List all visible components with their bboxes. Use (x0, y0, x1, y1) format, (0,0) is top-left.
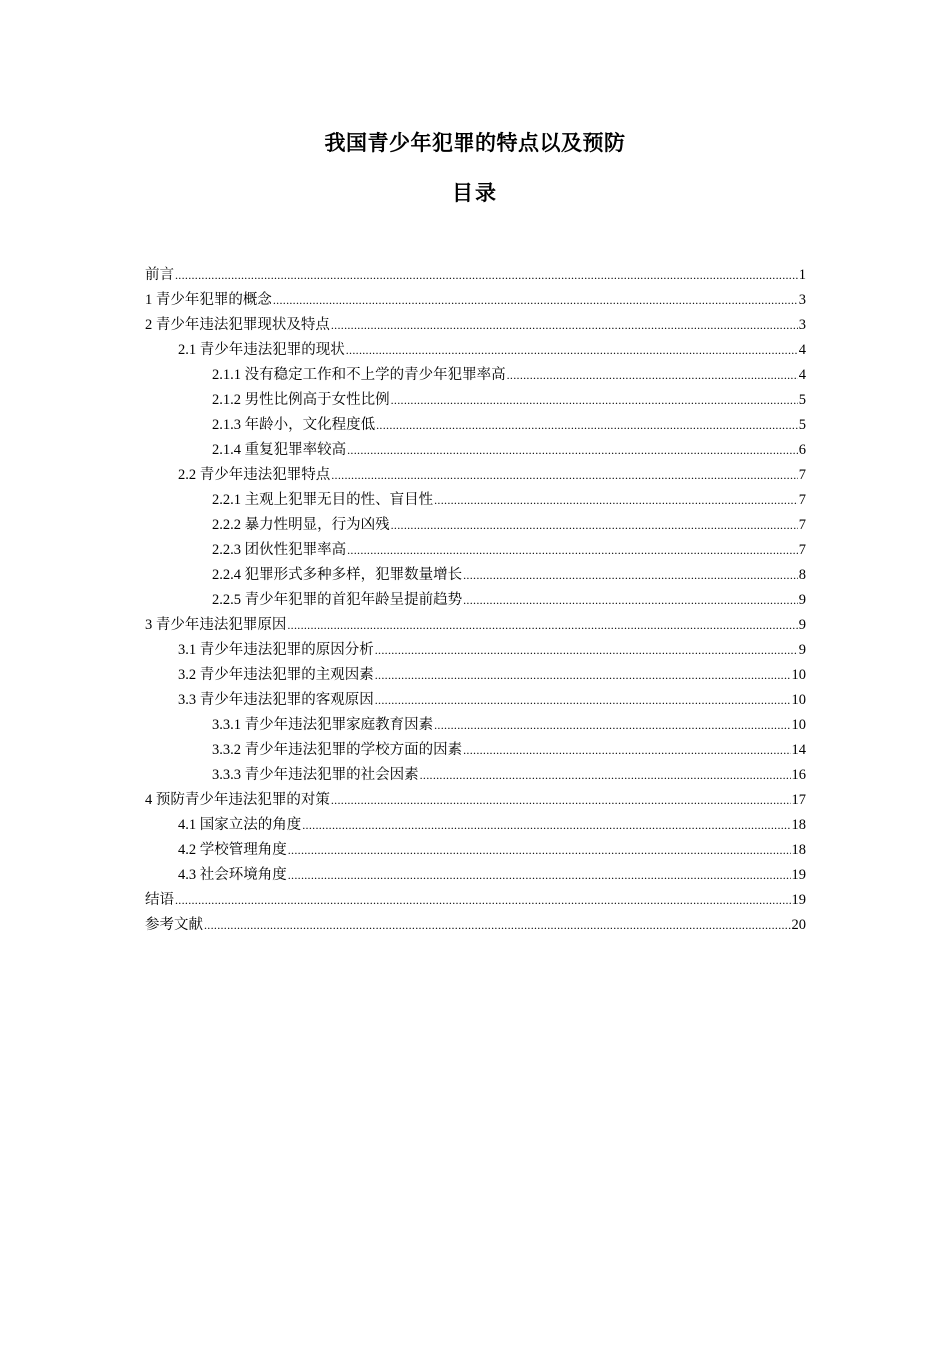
dot-leader (463, 588, 798, 613)
toc-entry-page-number: 10 (791, 717, 806, 733)
toc-entry-page-number: 10 (791, 667, 806, 683)
toc-entry-title: 2.1.4 重复犯罪率较高 (212, 442, 347, 458)
toc-entry[interactable] (145, 863, 806, 888)
toc-entry[interactable] (145, 588, 806, 613)
toc-entry-page-number: 18 (791, 842, 806, 858)
toc-entry-title: 2.1.3 年龄小，文化程度低 (212, 417, 376, 433)
toc-entry-title: 2.2.2 暴力性明显，行为凶残 (212, 517, 390, 533)
toc-entry-title: 3.1 青少年违法犯罪的原因分析 (178, 642, 374, 658)
dot-leader (375, 688, 791, 713)
dot-leader (375, 663, 791, 688)
dot-leader (288, 838, 791, 863)
toc-entry-page-number: 9 (798, 642, 806, 658)
toc-entry-page-number: 7 (798, 492, 806, 508)
toc-entry-title: 4 预防青少年违法犯罪的对策 (145, 792, 330, 808)
toc-entry-page-number: 17 (791, 792, 806, 808)
toc-entry-title: 3.3 青少年违法犯罪的客观原因 (178, 692, 374, 708)
dot-leader (287, 613, 797, 638)
toc-entry-title: 2.1 青少年违法犯罪的现状 (178, 342, 345, 358)
toc-entry-page-number: 9 (798, 592, 806, 608)
toc-entry-title: 4.1 国家立法的角度 (178, 817, 302, 833)
toc-entry-title: 3.3.1 青少年违法犯罪家庭教育因素 (212, 717, 434, 733)
toc-entry-page-number: 6 (798, 442, 806, 458)
dot-leader (375, 638, 798, 663)
dot-leader (347, 438, 798, 463)
toc-entry-title: 3.3.2 青少年违法犯罪的学校方面的因素 (212, 742, 463, 758)
dot-leader (434, 488, 798, 513)
toc-entry[interactable] (145, 688, 806, 713)
toc-entry[interactable] (145, 388, 806, 413)
dot-leader (302, 813, 790, 838)
dot-leader (463, 738, 790, 763)
toc-entry[interactable] (145, 738, 806, 763)
toc-entry[interactable] (145, 613, 806, 638)
dot-leader (420, 763, 791, 788)
dot-leader (331, 788, 791, 813)
dot-leader (391, 513, 798, 538)
table-of-contents (145, 263, 806, 938)
toc-entry-page-number: 3 (798, 317, 806, 333)
toc-entry[interactable] (145, 888, 806, 913)
toc-entry-page-number: 1 (798, 267, 806, 283)
toc-entry-title: 3.2 青少年违法犯罪的主观因素 (178, 667, 374, 683)
toc-entry-page-number: 7 (798, 542, 806, 558)
document-title: 我国青少年犯罪的特点以及预防 (324, 131, 626, 155)
toc-entry-title: 2.2 青少年违法犯罪特点 (178, 467, 331, 483)
toc-entry-page-number: 19 (791, 867, 806, 883)
toc-entry-title: 结语 (145, 892, 174, 908)
dot-leader (463, 563, 798, 588)
toc-entry-page-number: 10 (791, 692, 806, 708)
toc-entry-title: 前言 (145, 267, 174, 283)
toc-entry[interactable] (145, 788, 806, 813)
toc-entry[interactable] (145, 413, 806, 438)
toc-entry[interactable] (145, 338, 806, 363)
toc-entry[interactable] (145, 263, 806, 288)
toc-entry[interactable] (145, 913, 806, 938)
toc-entry-page-number: 19 (791, 892, 806, 908)
toc-entry-page-number: 7 (798, 517, 806, 533)
toc-entry[interactable] (145, 763, 806, 788)
toc-entry[interactable] (145, 538, 806, 563)
toc-heading: 目录 (452, 181, 498, 205)
toc-entry-page-number: 3 (798, 292, 806, 308)
toc-entry-title: 2 青少年违法犯罪现状及特点 (145, 317, 330, 333)
dot-leader (376, 413, 798, 438)
toc-entry-page-number: 16 (791, 767, 806, 783)
dot-leader (288, 863, 791, 888)
toc-entry-page-number: 20 (791, 917, 806, 933)
toc-entry[interactable] (145, 463, 806, 488)
toc-entry-title: 3.3.3 青少年违法犯罪的社会因素 (212, 767, 419, 783)
toc-entry[interactable] (145, 838, 806, 863)
toc-entry[interactable] (145, 663, 806, 688)
toc-entry[interactable] (145, 713, 806, 738)
dot-leader (175, 888, 791, 913)
toc-entry[interactable] (145, 363, 806, 388)
dot-leader (273, 288, 798, 313)
toc-entry[interactable] (145, 438, 806, 463)
dot-leader (204, 913, 791, 938)
toc-entry-title: 2.2.3 团伙性犯罪率高 (212, 542, 347, 558)
toc-entry-page-number: 7 (798, 467, 806, 483)
toc-entry[interactable] (145, 638, 806, 663)
toc-entry-title: 参考文献 (145, 917, 203, 933)
toc-entry[interactable] (145, 488, 806, 513)
toc-entry-title: 4.2 学校管理角度 (178, 842, 287, 858)
toc-entry-page-number: 4 (798, 342, 806, 358)
dot-leader (331, 463, 798, 488)
toc-entry-page-number: 8 (798, 567, 806, 583)
dot-leader (331, 313, 798, 338)
toc-entry-page-number: 5 (798, 417, 806, 433)
dot-leader (347, 538, 798, 563)
toc-entry[interactable] (145, 813, 806, 838)
toc-entry-title: 2.2.1 主观上犯罪无目的性、盲目性 (212, 492, 434, 508)
dot-leader (391, 388, 798, 413)
toc-entry-page-number: 18 (791, 817, 806, 833)
toc-entry[interactable] (145, 513, 806, 538)
dot-leader (346, 338, 798, 363)
toc-entry-title: 3 青少年违法犯罪原因 (145, 617, 287, 633)
dot-leader (175, 263, 798, 288)
toc-entry-title: 2.1.1 没有稳定工作和不上学的青少年犯罪率高 (212, 367, 506, 383)
toc-entry[interactable] (145, 563, 806, 588)
toc-entry-title: 4.3 社会环境角度 (178, 867, 287, 883)
dot-leader (507, 363, 798, 388)
toc-entry-page-number: 9 (798, 617, 806, 633)
toc-entry[interactable] (145, 288, 806, 313)
toc-entry-title: 2.2.4 犯罪形式多种多样，犯罪数量增长 (212, 567, 463, 583)
toc-entry-title: 2.1.2 男性比例高于女性比例 (212, 392, 390, 408)
toc-entry-page-number: 5 (798, 392, 806, 408)
dot-leader (434, 713, 790, 738)
toc-entry-title: 2.2.5 青少年犯罪的首犯年龄呈提前趋势 (212, 592, 463, 608)
toc-entry[interactable] (145, 313, 806, 338)
toc-entry-title: 1 青少年犯罪的概念 (145, 292, 272, 308)
toc-entry-page-number: 14 (791, 742, 806, 758)
toc-entry-page-number: 4 (798, 367, 806, 383)
